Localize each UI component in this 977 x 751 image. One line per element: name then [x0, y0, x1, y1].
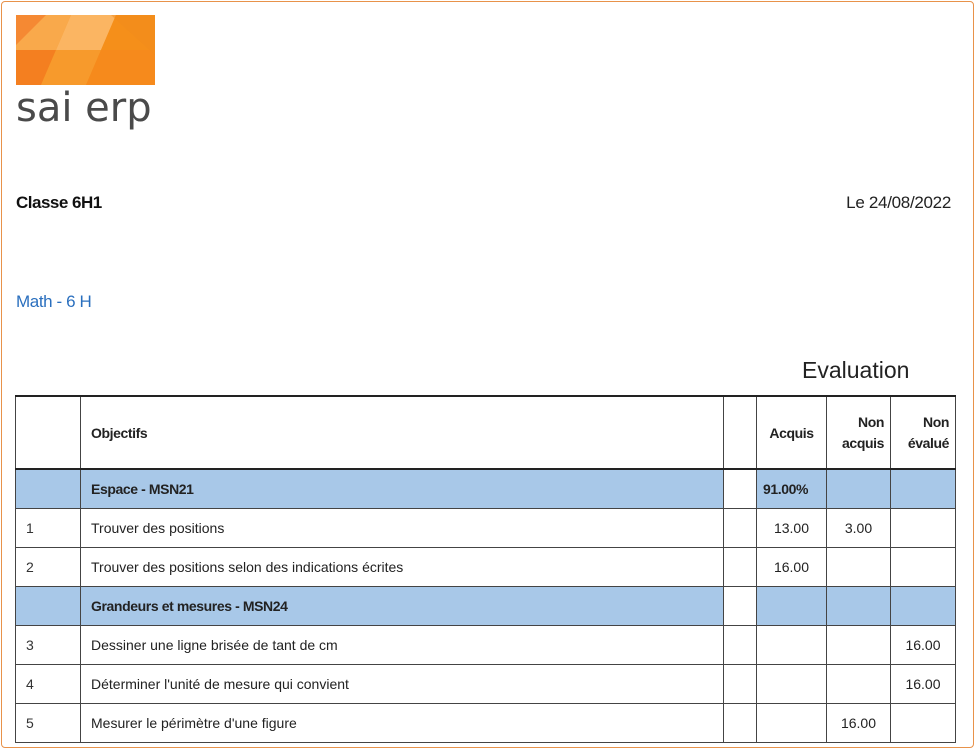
row-acquis [757, 703, 827, 742]
section-gap-cell [724, 586, 757, 625]
row-gap-cell [724, 547, 757, 586]
header-non-acquis: Non acquis [827, 396, 891, 469]
table-row [16, 625, 956, 664]
table-row [16, 703, 956, 742]
row-objective: Déterminer l'unité de mesure qui convient [81, 664, 724, 703]
row-index: 2 [16, 547, 81, 586]
section-non-acquis-cell [827, 586, 891, 625]
table-row [16, 664, 956, 703]
row-gap-cell [724, 625, 757, 664]
row-objective: Trouver des positions selon des indications écrites [81, 547, 724, 586]
class-label: Classe 6H1 [16, 193, 102, 212]
logo-wordmark: sai erp [16, 85, 152, 131]
table-row [16, 508, 956, 547]
row-non-evalue: 16.00 [891, 664, 956, 703]
table-header-row [16, 396, 956, 469]
section-title: Espace - MSN21 [81, 469, 724, 508]
report-page [1, 1, 974, 748]
section-acquis-percent [757, 586, 827, 625]
header-gap-cell [724, 396, 757, 469]
row-acquis [757, 664, 827, 703]
evaluation-table [15, 395, 956, 743]
section-non-evalue-cell [891, 586, 956, 625]
row-index: 4 [16, 664, 81, 703]
report-date: Le 24/08/2022 [846, 193, 951, 212]
header-non-evalue: Non évalué [891, 396, 956, 469]
section-index-cell [16, 469, 81, 508]
table-row [16, 547, 956, 586]
row-acquis: 16.00 [757, 547, 827, 586]
row-non-evalue [891, 703, 956, 742]
row-gap-cell [724, 508, 757, 547]
section-gap-cell [724, 469, 757, 508]
row-non-acquis [827, 664, 891, 703]
row-acquis [757, 625, 827, 664]
logo-mark-icon [16, 15, 155, 85]
row-objective: Trouver des positions [81, 508, 724, 547]
section-title: Grandeurs et mesures - MSN24 [81, 586, 724, 625]
section-index-cell [16, 586, 81, 625]
header-acquis: Acquis [757, 396, 827, 469]
section-acquis-percent: 91.00% [757, 469, 827, 508]
company-logo [16, 15, 161, 131]
section-non-acquis-cell [827, 469, 891, 508]
row-non-acquis: 3.00 [827, 508, 891, 547]
row-non-acquis [827, 625, 891, 664]
section-row [16, 469, 956, 508]
row-acquis: 13.00 [757, 508, 827, 547]
row-index: 1 [16, 508, 81, 547]
row-non-evalue: 16.00 [891, 625, 956, 664]
row-non-evalue [891, 547, 956, 586]
row-gap-cell [724, 703, 757, 742]
header-objectifs: Objectifs [81, 396, 724, 469]
row-index: 3 [16, 625, 81, 664]
section-non-evalue-cell [891, 469, 956, 508]
header-index-cell [16, 396, 81, 469]
row-non-evalue [891, 508, 956, 547]
row-objective: Mesurer le périmètre d'une figure [81, 703, 724, 742]
row-index: 5 [16, 703, 81, 742]
row-non-acquis: 16.00 [827, 703, 891, 742]
row-objective: Dessiner une ligne brisée de tant de cm [81, 625, 724, 664]
row-gap-cell [724, 664, 757, 703]
evaluation-heading: Evaluation [802, 357, 910, 383]
subject-title: Math - 6 H [16, 292, 92, 311]
section-row [16, 586, 956, 625]
row-non-acquis [827, 547, 891, 586]
